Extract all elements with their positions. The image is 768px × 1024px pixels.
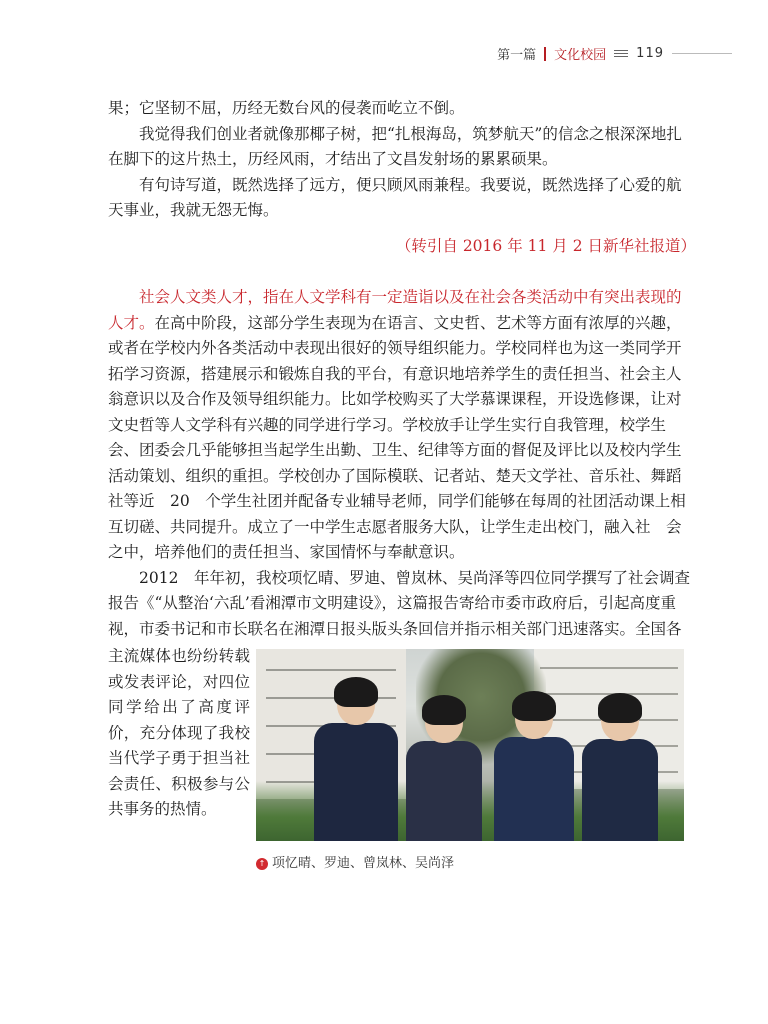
highlight-definition: 社会人文类人才，指在人文学科有一定造诣以及在社会各类活动中有突出表现的人才。 [108, 288, 682, 332]
photo-caption [256, 851, 454, 877]
paragraph-3: 有句诗写道，既然选择了远方，便只顾风雨兼程。我要说，既然选择了心爱的航天事业，我就无怨无悔。 [108, 175, 682, 219]
paragraph-2: 我觉得我们创业者就像那椰子树，把“扎根海岛，筑梦航天”的信念之根深深地扎在脚下的这片热土，历经风雨，才结出了文昌发射场的累累硕果。 [108, 124, 682, 168]
paragraph-4 [108, 285, 696, 566]
student-figure-1 [314, 681, 398, 841]
figure-block [108, 644, 696, 871]
students-photo [256, 649, 684, 841]
student-figure-2 [406, 699, 482, 841]
page-number: 119 [636, 46, 664, 61]
part-label: 第一篇 [497, 48, 537, 63]
page-body [108, 96, 696, 871]
source-citation: （转引自 2016 年 11 月 2 日新华社报道） [395, 236, 696, 255]
student-figure-4 [582, 697, 658, 841]
header-ornament [614, 50, 628, 57]
caption-marker-icon: ↑ [256, 858, 268, 870]
student-figure-3 [494, 695, 574, 841]
section-label: 文化校园 [554, 48, 607, 63]
paragraph-1: 果；它坚韧不屈，历经无数台风的侵袭而屹立不倒。 [108, 99, 465, 117]
paragraph-4-body: 在高中阶段，这部分学生表现为在语言、文史哲、艺术等方面有浓厚的兴趣，或者在学校内外各类活动中表现出很好的领导组织能力。学校同样也为这一类同学开拓学习资源，搭建展示和锻炼自我的平台，有意识地培养学生的责任担当、社会主人翁意识以及合作及领导组织能力。比如学校购买了大学慕课课程，开设选修课，让对文史哲等人文学科有兴趣的同学进行学习。学校放手让学生实行自我管理，校学生会、团委会几乎能够担当起学生出勤、卫生、纪律等方面的督促及评比以及校内学生活动策划、组织的重担。学校创办了国际模联、记者站、楚天文学社、音乐社、舞蹈社等近 20 个学生社团并配备专业辅导老师，同学们能够在每周的社团活动课上相互切磋、共同提升。成立了一中学生志愿者服务大队，让学生走出校门，融入社 会之中，培养他们的责任担当、家国情怀与奉献意识。 [108, 313, 686, 561]
header-divider [544, 47, 546, 61]
paragraph-6: 主流媒体也纷纷转载或发表评论，对四位同学给出了高度评价，充分体现了我校当代学子勇于担当社会责任、积极参与公共事务的热情。 [108, 647, 250, 818]
running-header [497, 44, 732, 63]
paragraph-5: 2012 年年初，我校项忆晴、罗迪、曾岚林、吴尚泽等四位同学撰写了社会调查报告《“从整治‘六乱’看湘潭市文明建设》，这篇报告寄给市委市政府后，引起高度重视，市委书记和市长联名在湘潭日报头版头条回信并指示相关部门迅速落实。全国各 [108, 568, 690, 638]
caption-text: 项忆晴、罗迪、曾岚林、吴尚泽 [272, 856, 455, 871]
header-rule [672, 53, 732, 54]
